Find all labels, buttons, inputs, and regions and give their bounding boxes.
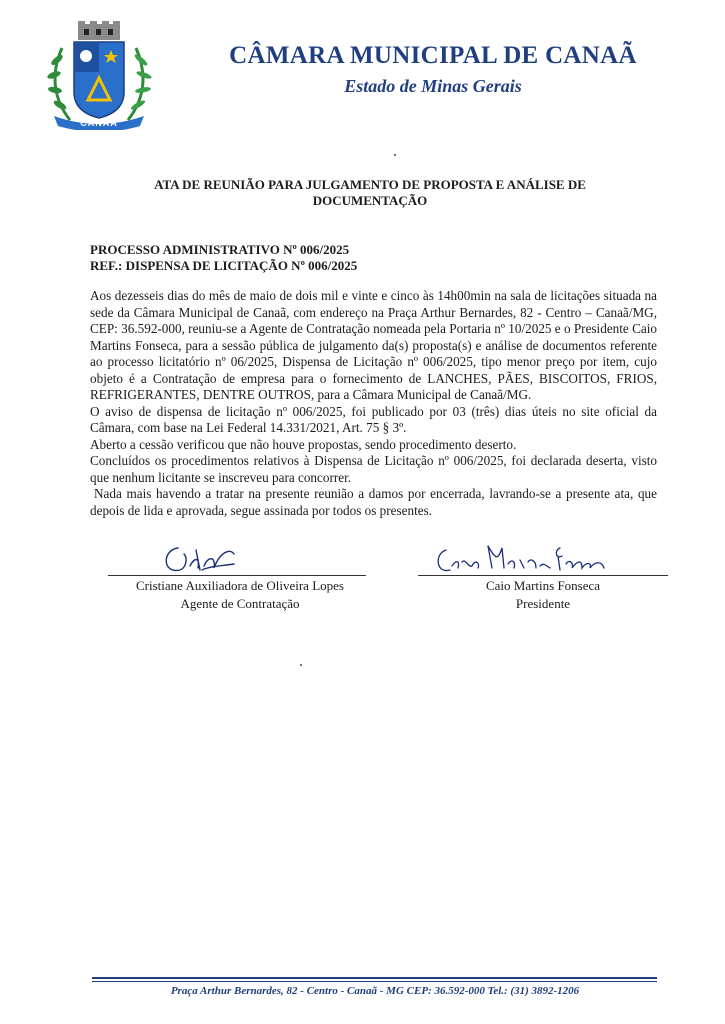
scan-speck [394, 154, 396, 156]
signature-president-role: Presidente [515, 596, 571, 611]
municipal-crest-logo [40, 20, 158, 130]
paragraph-session: Aberto a cessão verificou que não houve propostas, sendo procedimento deserto. [90, 436, 517, 452]
header-subtitle: Estado de Minas Gerais [344, 76, 522, 96]
signature-president-name: Caio Martins Fonseca [485, 578, 601, 593]
footer-divider-thin [92, 981, 657, 982]
footer-address: Praça Arthur Bernardes, 82 - Centro - Canaã - MG CEP: 36.592-000 Tel.: (31) 3892-1206 [170, 985, 580, 997]
paragraph-conclusion: Concluídos os procedimentos relativos à Dispensa de Licitação nº 006/2025, foi declarada deserta, visto que nenhum licitante se inscreveu para concorrer. [90, 453, 657, 485]
document-title-line2: DOCUMENTAÇÃO [312, 193, 428, 208]
paragraph-notice: O aviso de dispensa de licitação nº 006/2025, foi publicado por 03 (três) dias úteis no site oficial da Câmara, com base na Lei Federal 14.331/2021, Art. 75 § 3º. [90, 403, 657, 435]
process-number: PROCESSO ADMINISTRATIVO Nº 006/2025 [90, 242, 350, 257]
signature-president-handwritten [432, 540, 612, 580]
document-title-line1: ATA DE REUNIÃO PARA JULGAMENTO DE PROPOSTA E ANÁLISE DE [154, 177, 586, 192]
paragraph-opening: Aos dezesseis dias do mês de maio de dois mil e vinte e cinco às 14h00min na sala de licitações situada na sede da Câmara Municipal de Canaã, com endereço na Praça Arthur Bernardes, 82 - Centro – Canaã/MG, CEP: 36.592-000, reuniu-se a Agente de Contratação nomeada pela Portaria nº 10/2025 e o Presidente Caio Martins Fonseca, para a sessão pública de julgamento da(s) proposta(s) e análise de documentos referente ao processo licitatório nº 06/2025, Dispensa de Licitação nº 006/2025, tipo menor preço por item, cujo objeto é a Contratação de empresa para o fornecimento de LANCHES, PÃES, BISCOITOS, FRIOS, REFRIGERANTES, DENTRE OUTROS, para a Câmara Municipal de Canaã/MG. [90, 288, 657, 402]
crest-label: CANAÃ [80, 118, 118, 128]
signature-agent-name: Cristiane Auxiliadora de Oliveira Lopes [136, 578, 344, 593]
paragraph-closing: Nada mais havendo a tratar na presente reunião a damos por encerrada, lavrando-se a presente ata, que depois de lida e aprovada, segue assinada por todos os presentes. [90, 486, 657, 518]
footer-divider [92, 977, 657, 979]
document-title [120, 177, 620, 209]
header-title: CÂMARA MUNICIPAL DE CANAÃ [229, 42, 637, 69]
scan-speck [300, 664, 302, 666]
meeting-minutes-body [90, 288, 657, 519]
signature-agent-role: Agente de Contratação [180, 596, 300, 611]
signature-line-president [418, 575, 668, 576]
reference-number: REF.: DISPENSA DE LICITAÇÃO Nº 006/2025 [90, 258, 358, 273]
signature-line-agent [108, 575, 366, 576]
